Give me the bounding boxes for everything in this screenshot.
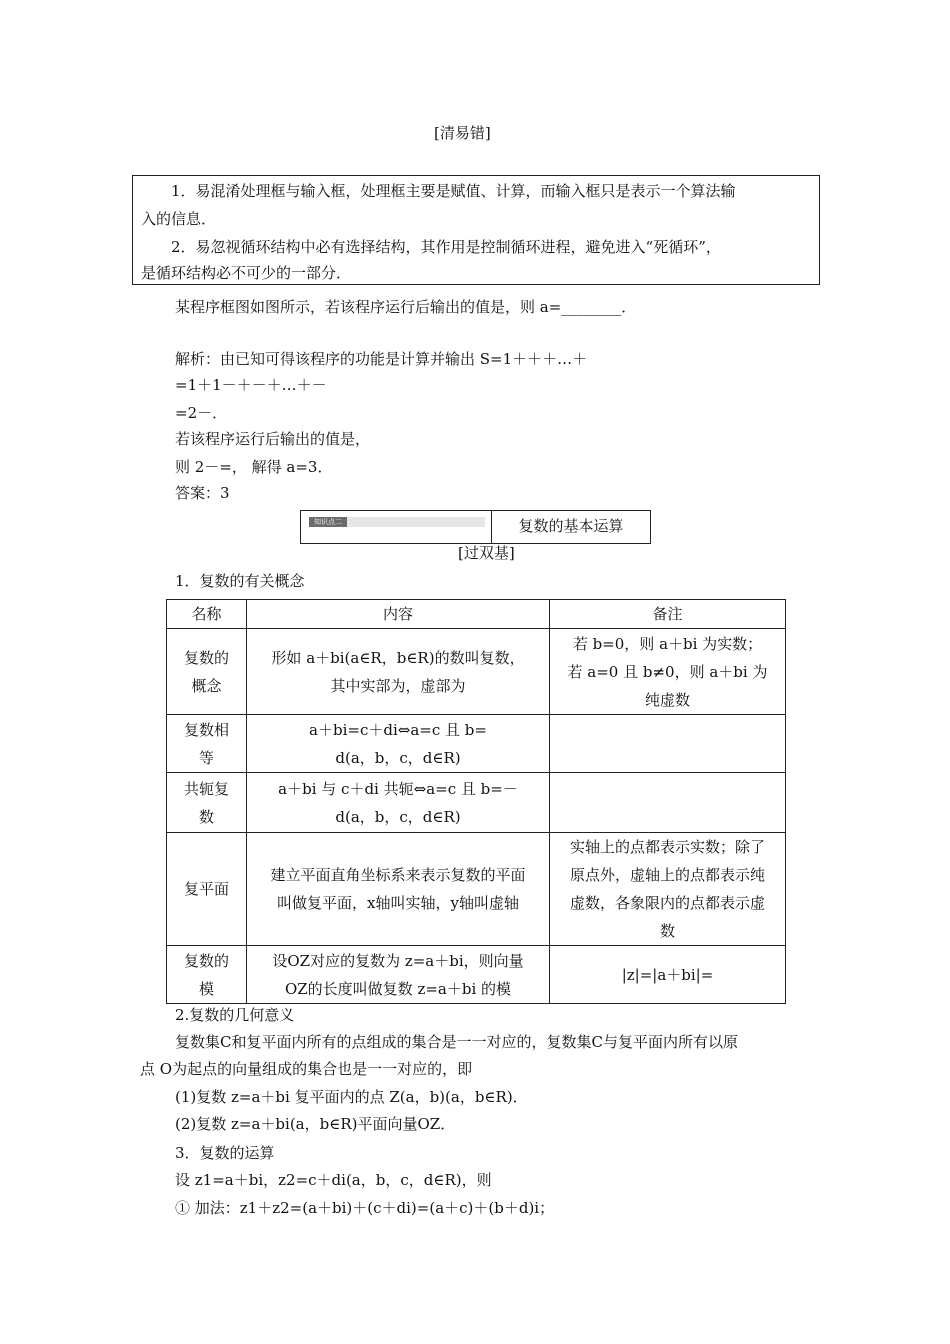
- row-name: 复数相 等: [167, 715, 247, 773]
- row-note: 实轴上的点都表示实数；除了 原点外，虚轴上的点都表示纯 虚数，各象限内的点都表示虚 数: [550, 833, 786, 946]
- table-header-row: [167, 600, 786, 629]
- table-row: [167, 773, 786, 833]
- header-content: 内容: [247, 600, 550, 629]
- table-row: [167, 946, 786, 1004]
- knowledge-tag-cell: [301, 511, 492, 543]
- mistakes-box: [132, 175, 820, 285]
- solution-line-1: 解析：由已知可得该程序的功能是计算并输出 S=1＋＋＋…＋: [175, 350, 588, 368]
- row-note: [550, 773, 786, 833]
- row-content: a＋bi=c＋di⇔a=c 且 b= d(a，b，c，d∈R): [247, 715, 550, 773]
- section-1-title: 1．复数的有关概念: [175, 572, 305, 590]
- row-name: 共轭复 数: [167, 773, 247, 833]
- row-name: 复平面: [167, 833, 247, 946]
- solution-line-2: =1＋1－＋－＋…＋－: [175, 376, 327, 394]
- row-content: 建立平面直角坐标系来表示复数的平面 叫做复平面，x轴叫实轴，y轴叫虚轴: [247, 833, 550, 946]
- row-note: |z|=|a＋bi|=: [550, 946, 786, 1004]
- section-header: [清易错]: [434, 124, 491, 142]
- knowledge-point-box: [300, 510, 651, 544]
- mistake-1-line2: 入的信息．: [141, 210, 217, 228]
- table-row: [167, 833, 786, 946]
- problem-question: 某程序框图如图所示，若该程序运行后输出的值是，则 a=________．: [175, 298, 637, 316]
- section-3-title: 3．复数的运算: [175, 1144, 275, 1162]
- complex-concepts-table: [166, 599, 786, 1004]
- answer: 答案：3: [175, 484, 230, 502]
- row-name: 复数的 模: [167, 946, 247, 1004]
- mistake-1-line1: 1．易混淆处理框与输入框，处理框主要是赋值、计算，而输入框只是表示一个算法输: [171, 182, 736, 200]
- section-2-paragraph-1: 复数集C和复平面内所有的点组成的集合是一一对应的，复数集C与复平面内所有以原: [175, 1033, 738, 1051]
- solution-line-4: 若该程序运行后输出的值是，: [175, 430, 371, 448]
- table-row: [167, 629, 786, 715]
- knowledge-subtitle: [过双基]: [458, 544, 515, 562]
- solution-line-3: =2－．: [175, 404, 228, 422]
- knowledge-title: 复数的基本运算: [518, 517, 624, 535]
- solution-line-5: 则 2－=， 解得 a=3．: [175, 458, 333, 476]
- mistake-2-line1: 2．易忽视循环结构中必有选择结构，其作用是控制循环进程，避免进入“死循环”，: [171, 238, 721, 256]
- section-2-item-2: (2)复数 z=a＋bi(a，b∈R)平面向量OZ．: [175, 1115, 456, 1133]
- row-content: a＋bi 与 c＋di 共轭⇔a=c 且 b=－ d(a，b，c，d∈R): [247, 773, 550, 833]
- knowledge-tag: 知识点二: [309, 517, 347, 527]
- knowledge-tag-bar: [309, 517, 485, 527]
- section-2-title: 2.复数的几何意义: [175, 1006, 295, 1024]
- header-note: 备注: [550, 600, 786, 629]
- section-2-item-1: (1)复数 z=a＋bi 复平面内的点 Z(a，b)(a，b∈R)．: [175, 1088, 528, 1106]
- table-row: [167, 715, 786, 773]
- row-content: 形如 a＋bi(a∈R，b∈R)的数叫复数， 其中实部为，虚部为: [247, 629, 550, 715]
- row-content: 设OZ对应的复数为 z=a＋bi，则向量 OZ的长度叫做复数 z=a＋bi 的模: [247, 946, 550, 1004]
- header-name: 名称: [167, 600, 247, 629]
- row-note: 若 b=0，则 a＋bi 为实数； 若 a=0 且 b≠0，则 a＋bi 为 纯虚数: [550, 629, 786, 715]
- section-3-addition: ① 加法：z1＋z2=(a＋bi)＋(c＋di)=(a＋c)＋(b＋d)i；: [175, 1199, 555, 1217]
- section-3-setup: 设 z1=a＋bi，z2=c＋di(a，b，c，d∈R)，则: [175, 1171, 492, 1189]
- section-2-paragraph-2: 点 O为起点的向量组成的集合也是一一对应的，即: [140, 1060, 473, 1078]
- mistake-2-line2: 是循环结构必不可少的一部分．: [141, 264, 352, 282]
- row-note: [550, 715, 786, 773]
- row-name: 复数的 概念: [167, 629, 247, 715]
